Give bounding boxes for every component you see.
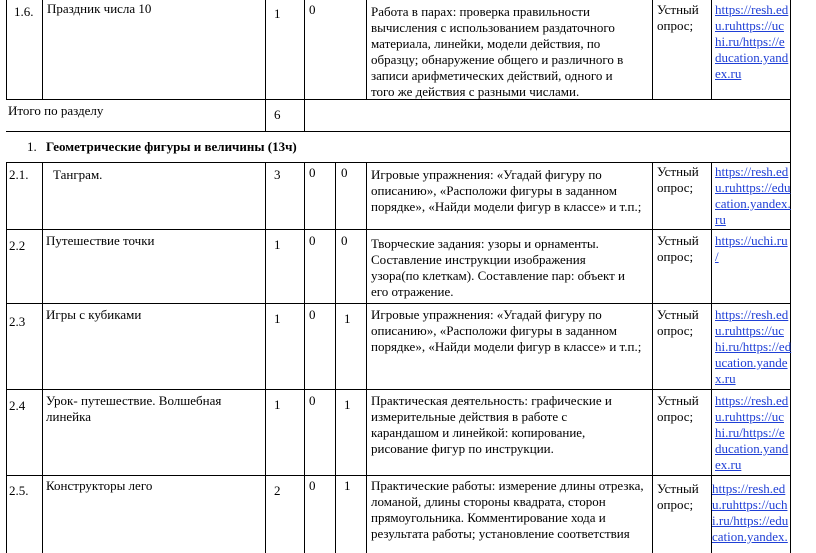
control-form: Устный опрос; xyxy=(657,2,699,33)
section-total-label: Итого по разделу xyxy=(8,103,104,118)
activity-description: Игровые упражнения: «Угадай фигуру по описанию», «Расположи фигуры в заданном порядке», «Найди модели фигур в классе» и т.п.; xyxy=(371,307,642,354)
row-number: 2.4 xyxy=(9,398,26,413)
col-divider xyxy=(790,99,791,132)
hours-total: 1 xyxy=(274,6,281,21)
activity-description: Творческие задания: узоры и орнаменты. Составление инструкции изображения узора(по клеткам). Составление пар: объект и его отражение. xyxy=(371,236,626,299)
hours-theory: 0 xyxy=(309,393,316,408)
hours-theory: 0 xyxy=(309,165,316,180)
col-divider xyxy=(304,99,305,132)
col-divider xyxy=(790,131,791,163)
hours-total: 1 xyxy=(274,311,281,326)
hours-theory: 0 xyxy=(309,478,316,493)
col-divider xyxy=(366,162,367,553)
hours-theory: 0 xyxy=(309,2,316,17)
activity-description: Игровые упражнения: «Угадай фигуру по описанию», «Расположи фигуры в заданном порядке», «Найди модели фигур в классе» и т.п.; xyxy=(371,167,642,214)
section-number: 1. xyxy=(27,139,37,154)
hours-practice: 0 xyxy=(341,233,348,248)
resource-links[interactable]: https://uchi.ru / xyxy=(715,233,788,264)
col-divider xyxy=(6,162,7,553)
col-divider xyxy=(42,162,43,553)
hours-total: 3 xyxy=(274,167,281,182)
row-number: 2.3 xyxy=(9,314,26,329)
col-divider xyxy=(265,99,266,132)
col-divider xyxy=(304,0,305,100)
lesson-topic: Урок- путешествие. Волшебная линейка xyxy=(46,393,222,424)
col-divider xyxy=(6,0,7,100)
hours-theory: 0 xyxy=(309,307,316,322)
control-form: Устный опрос; xyxy=(657,393,699,424)
lesson-topic: Конструкторы лего xyxy=(46,478,153,493)
lesson-topic: Праздник числа 10 xyxy=(47,1,152,16)
hours-theory: 0 xyxy=(309,233,316,248)
row-number: 2.2 xyxy=(9,238,26,253)
resource-links[interactable]: https://resh.ed u.ruhttps://uc hi.ru/https://ed ucation.yande x.ru xyxy=(715,307,792,386)
resource-links[interactable]: https://resh.ed u.ruhttps://uc hi.ru/https://e ducation.yand ex.ru xyxy=(715,393,789,472)
section-title: Геометрические фигуры и величины (13ч) xyxy=(46,139,297,154)
control-form: Устный опрос; xyxy=(657,233,699,264)
row-divider xyxy=(6,162,790,163)
hours-practice: 1 xyxy=(344,311,351,326)
activity-description: Практические работы: измерение длины отрезка, ломаной, длины стороны квадрата, сторон прямоугольника. Комментирование хода и результата работы; установление соответствия xyxy=(371,478,644,541)
hours-practice: 1 xyxy=(344,478,351,493)
row-divider xyxy=(6,389,790,390)
resource-links[interactable]: https://resh.ed u.ruhttps://edu cation.yandex. ru xyxy=(715,164,791,227)
control-form: Устный опрос; xyxy=(657,307,699,338)
col-divider xyxy=(652,162,653,553)
hours-total: 1 xyxy=(274,397,281,412)
col-divider xyxy=(265,0,266,100)
col-divider xyxy=(335,162,336,553)
col-divider xyxy=(304,162,305,553)
row-divider xyxy=(6,229,790,230)
row-number: 2.1. xyxy=(9,167,29,182)
row-number: 2.5. xyxy=(9,483,29,498)
col-divider xyxy=(790,0,791,100)
control-form: Устный опрос; xyxy=(657,481,699,512)
lesson-topic: Танграм. xyxy=(53,167,103,182)
col-divider xyxy=(366,0,367,100)
section-total-hours: 6 xyxy=(274,107,281,122)
control-form: Устный опрос; xyxy=(657,164,699,195)
hours-practice: 1 xyxy=(344,397,351,412)
lesson-topic: Игры с кубиками xyxy=(46,307,142,322)
col-divider xyxy=(711,0,712,100)
col-divider xyxy=(42,0,43,100)
row-divider xyxy=(6,303,790,304)
activity-description: Практическая деятельность: графические и измерительные действия в работе с карандашом и линейкой: копирование, рисование фигур по инструкции. xyxy=(371,393,612,456)
resource-links[interactable]: https://resh.ed u.ruhttps://uch i.ru/https://edu cation.yandex. xyxy=(712,481,789,544)
lesson-topic: Путешествие точки xyxy=(46,233,155,248)
hours-total: 1 xyxy=(274,237,281,252)
hours-total: 2 xyxy=(274,483,281,498)
row-number: 1.6. xyxy=(14,4,34,19)
col-divider xyxy=(265,162,266,553)
activity-description: Работа в парах: проверка правильности вычисления с использованием раздаточного материала, линейки, модели действия, по образцу; обнаружение общего и различного в записи арифметических действий, одного и того же действия с разными числами. xyxy=(371,4,624,99)
resource-links[interactable]: https://resh.ed u.ruhttps://uc hi.ru/https://e ducation.yand ex.ru xyxy=(715,2,789,81)
col-divider xyxy=(652,0,653,100)
row-divider xyxy=(6,131,790,132)
hours-practice: 0 xyxy=(341,165,348,180)
row-divider xyxy=(6,475,790,476)
